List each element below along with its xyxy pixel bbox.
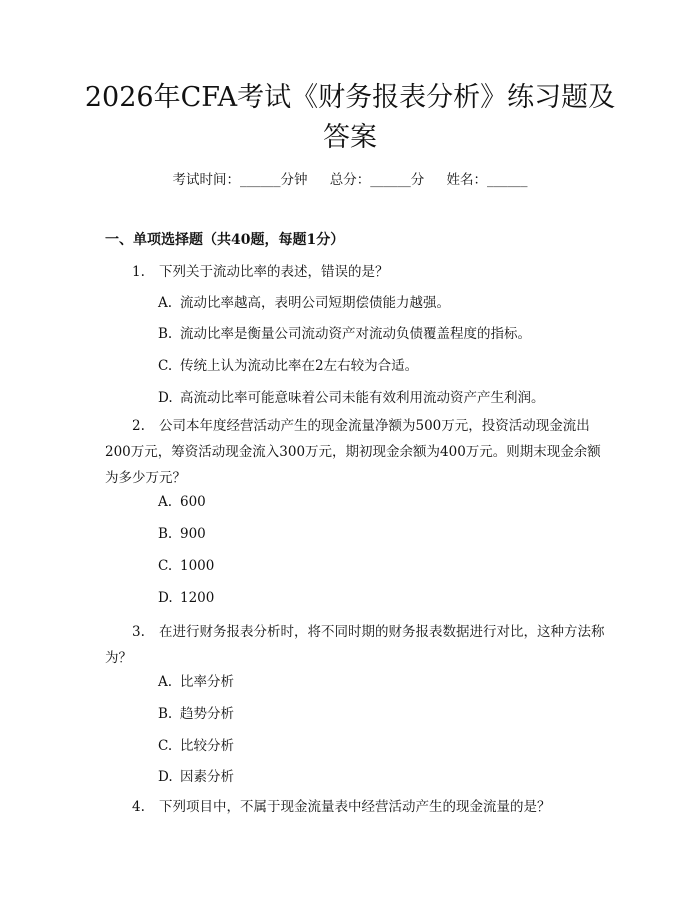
option-text: 流动比率越高，表明公司短期偿债能力越强。	[180, 295, 450, 311]
name-field: 姓名：______	[446, 172, 528, 188]
option-text: 流动比率是衡量公司流动资产对流动负债覆盖程度的指标。	[180, 326, 531, 342]
question-1-option-d	[158, 388, 545, 408]
option-letter: B.	[158, 706, 173, 722]
option-letter: A.	[158, 295, 173, 311]
option-letter: D.	[158, 390, 173, 406]
option-letter: A.	[158, 674, 173, 690]
option-letter: B.	[158, 526, 173, 542]
option-text: 高流动比率可能意味着公司未能有效利用流动资产产生利润。	[180, 390, 545, 406]
question-1-option-c	[158, 356, 418, 376]
question-number: 4.	[132, 799, 145, 815]
question-2	[105, 413, 605, 491]
option-letter: A.	[158, 494, 173, 510]
option-text: 趋势分析	[180, 706, 234, 722]
question-3-option-a	[158, 672, 234, 692]
option-letter: C.	[158, 738, 173, 754]
option-text: 因素分析	[180, 769, 234, 785]
option-letter: D.	[158, 769, 173, 785]
option-letter: C.	[158, 358, 173, 374]
option-text: 比较分析	[180, 738, 234, 754]
option-text: 1200	[180, 590, 215, 606]
title-line-2: 答案	[323, 122, 377, 153]
option-text: 1000	[180, 558, 215, 574]
document-title	[40, 78, 660, 158]
question-text: 下列项目中，不属于现金流量表中经营活动产生的现金流量的是？	[159, 799, 551, 815]
option-letter: D.	[158, 590, 173, 606]
question-3-option-d	[158, 767, 234, 787]
option-text: 900	[180, 526, 206, 542]
question-text: 下列关于流动比率的表述，错误的是？	[159, 264, 389, 280]
option-letter: B.	[158, 326, 173, 342]
option-text: 比率分析	[180, 674, 234, 690]
question-3-option-c	[158, 736, 234, 756]
question-1-option-b	[158, 324, 531, 344]
question-number: 2.	[132, 418, 145, 434]
exam-time-field: 考试时间：______分钟	[172, 172, 308, 188]
question-number: 1.	[132, 264, 145, 280]
question-3	[105, 619, 605, 671]
total-score-field: 总分：______分	[329, 172, 425, 188]
question-number: 3.	[132, 624, 145, 640]
question-2-option-c	[158, 556, 214, 576]
question-text: 在进行财务报表分析时，将不同时期的财务报表数据进行对比，这种方法称为？	[105, 624, 605, 666]
question-2-option-a	[158, 492, 206, 512]
option-letter: C.	[158, 558, 173, 574]
question-1-option-a	[158, 293, 450, 313]
section-heading: 一、单项选择题（共40题，每题1分）	[105, 232, 345, 248]
question-4	[105, 794, 605, 820]
question-text: 公司本年度经营活动产生的现金流量净额为500万元，投资活动现金流出200万元，筹资活动现金流入300万元，期初现金余额为400万元。则期末现金余额为多少万元？	[105, 418, 601, 486]
question-2-option-b	[158, 524, 206, 544]
title-line-1: 2026年CFA考试《财务报表分析》练习题及	[84, 82, 616, 113]
exam-meta	[0, 170, 700, 190]
question-3-option-b	[158, 704, 234, 724]
option-text: 600	[180, 494, 206, 510]
question-1	[105, 259, 605, 285]
option-text: 传统上认为流动比率在2左右较为合适。	[180, 358, 419, 374]
question-2-option-d	[158, 588, 214, 608]
